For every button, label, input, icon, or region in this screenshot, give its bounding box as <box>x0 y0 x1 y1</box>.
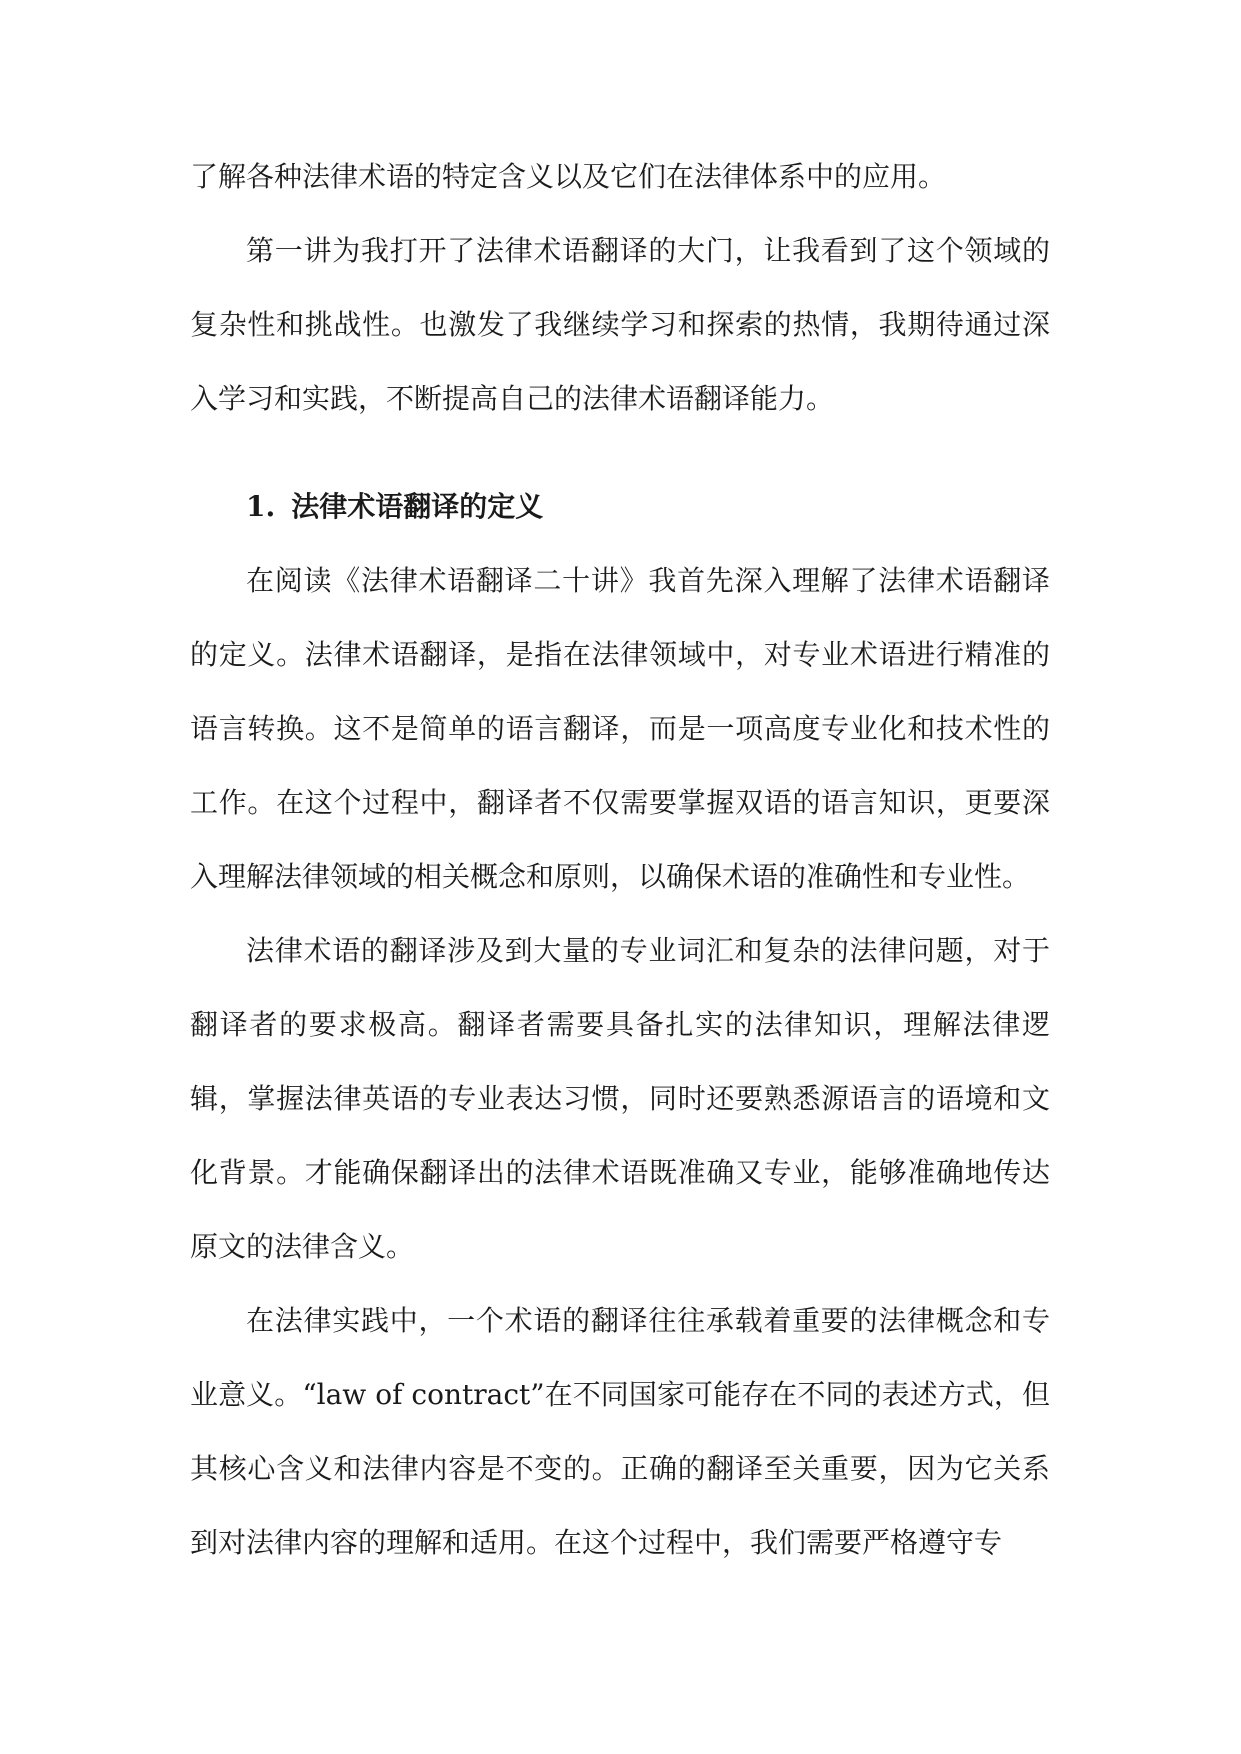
section-number: 1. <box>246 490 276 523</box>
paragraph-continuation: 了解各种法律术语的特定含义以及它们在法律体系中的应用。 <box>190 160 947 193</box>
document-body <box>190 140 1050 1580</box>
paragraph-translator-requirements: 法律术语的翻译涉及到大量的专业词汇和复杂的法律问题，对于翻译者的要求极高。翻译者需要具备扎实的法律知识，理解法律逻辑，掌握法律英语的专业表达习惯，同时还要熟悉源语言的语境和文化背景。才能确保翻译出的法律术语既准确又专业，能够准确地传达原文的法律含义。 <box>190 934 1050 1263</box>
section-title: 法律术语翻译的定义 <box>291 490 544 523</box>
section-heading <box>190 470 1050 544</box>
paragraph-lecture-one-reflection: 第一讲为我打开了法律术语翻译的大门，让我看到了这个领域的复杂性和挑战性。也激发了我继续学习和探索的热情，我期待通过深入学习和实践，不断提高自己的法律术语翻译能力。 <box>190 234 1050 415</box>
paragraph-legal-practice: 在法律实践中，一个术语的翻译往往承载着重要的法律概念和专业意义。“law of contract”在不同国家可能存在不同的表述方式，但其核心含义和法律内容是不变的。正确的翻译至关重要，因为它关系到对法律内容的理解和适用。在这个过程中，我们需要严格遵守专 <box>190 1304 1050 1559</box>
paragraph-definition: 在阅读《法律术语翻译二十讲》我首先深入理解了法律术语翻译的定义。法律术语翻译，是指在法律领域中，对专业术语进行精准的语言转换。这不是简单的语言翻译，而是一项高度专业化和技术性的工作。在这个过程中，翻译者不仅需要掌握双语的语言知识，更要深入理解法律领域的相关概念和原则，以确保术语的准确性和专业性。 <box>190 564 1050 893</box>
